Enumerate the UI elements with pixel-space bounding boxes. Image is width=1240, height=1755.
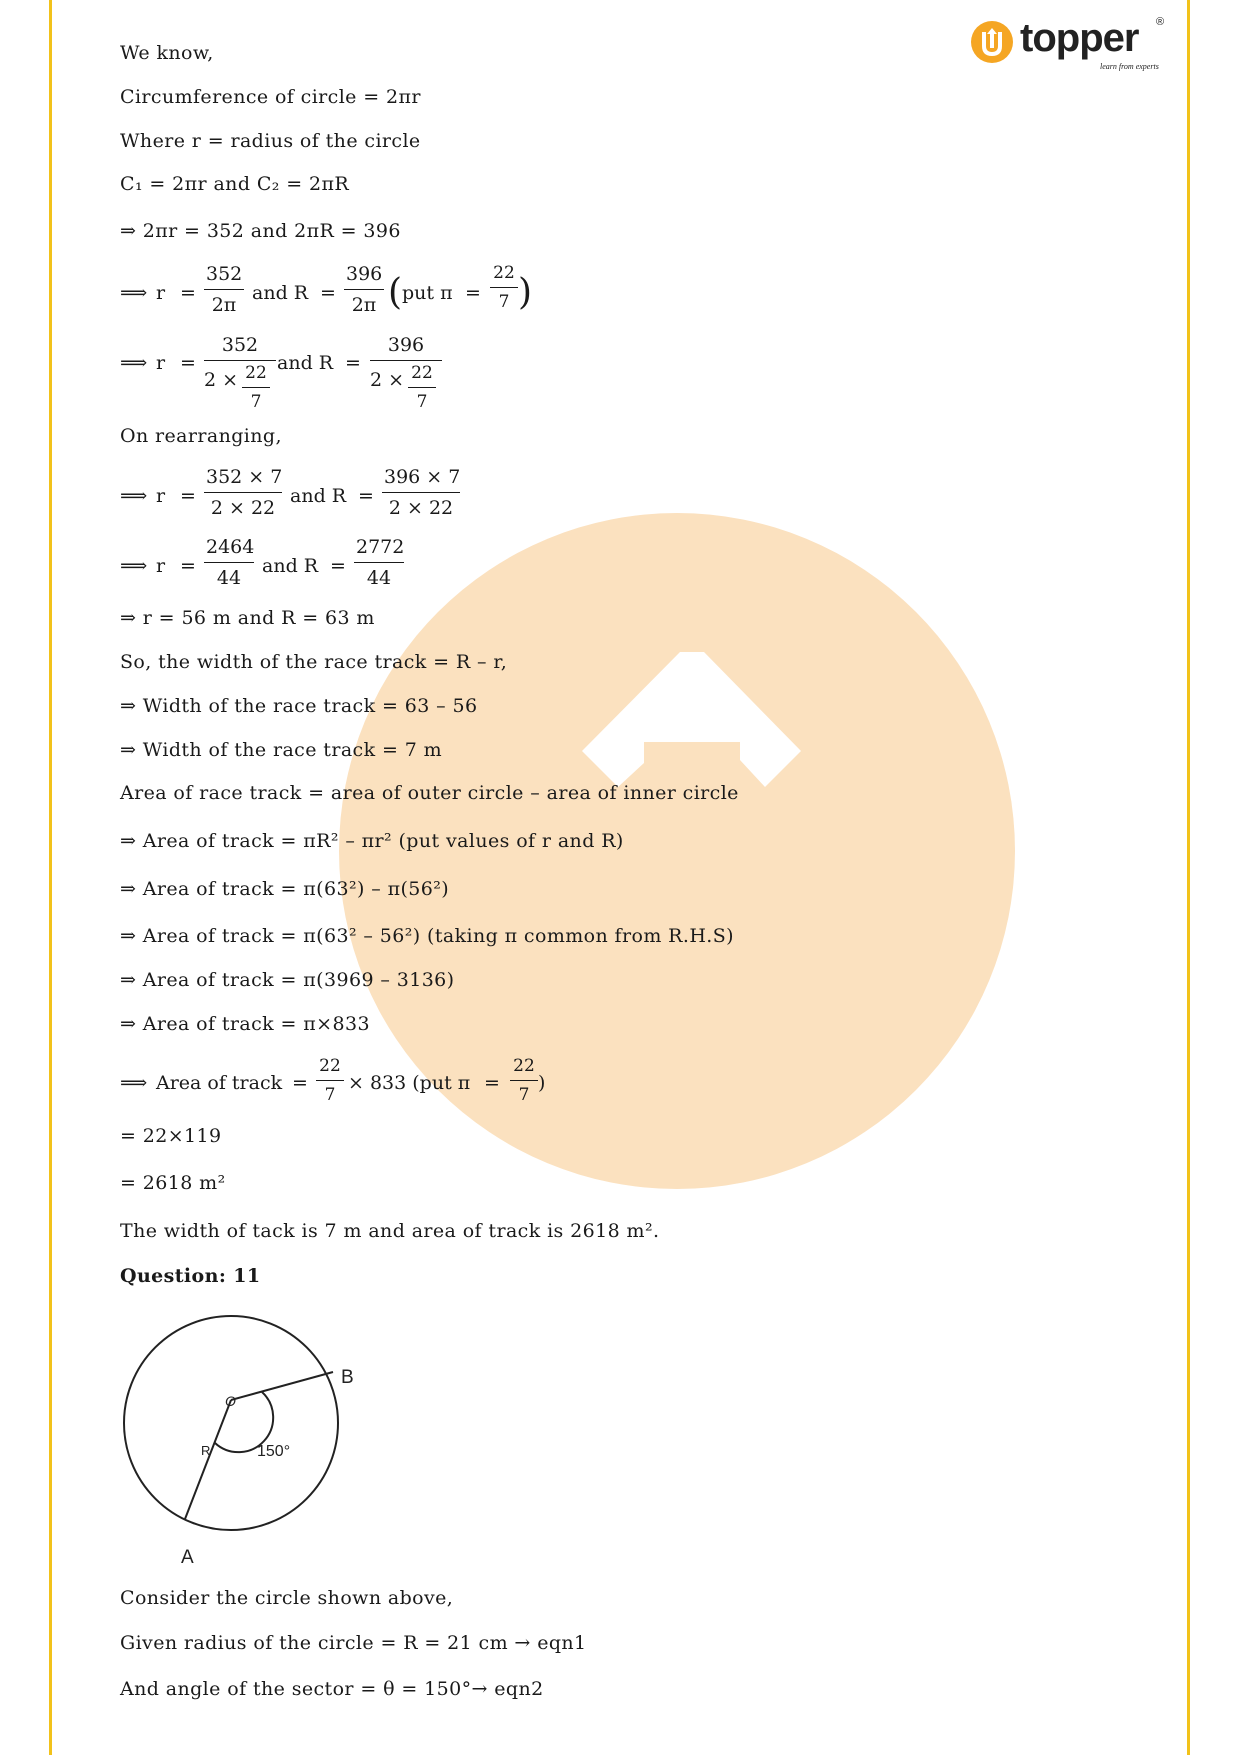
label-B: B (341, 1367, 354, 1388)
implies-arrow: ⟹ (120, 485, 148, 507)
equation-3 (120, 463, 620, 543)
text-line: Where r = radius of the circle (120, 130, 421, 152)
equals-sign: = (320, 282, 336, 304)
fraction: $\frac{2464}{44}$ (206, 536, 255, 589)
nested-fraction: 352 2 × $\frac{22}{7}$ (204, 334, 276, 401)
fraction: $\frac{2772}{44}$ (356, 536, 405, 589)
text-line: ⇒ r = 56 m and R = 63 m (120, 607, 375, 629)
implies-arrow: ⟹ (120, 555, 148, 577)
equals-sign: = (484, 1072, 500, 1094)
text-line: C₁ = 2πr and C₂ = 2πR (120, 173, 350, 195)
label-A: A (181, 1547, 194, 1568)
paren-close: ) (538, 1072, 546, 1094)
text-line: The width of tack is 7 m and area of track is 2618 m². (120, 1220, 660, 1242)
text-line: ⇒ Width of the race track = 7 m (120, 739, 443, 761)
label-R: R (201, 1443, 211, 1458)
implies-arrow: ⟹ (120, 352, 148, 374)
equals-sign: = (330, 555, 346, 577)
and-R: and R (277, 352, 334, 374)
equals-sign: = (180, 282, 196, 304)
label-angle: 150° (257, 1443, 291, 1460)
fraction: $\frac{22}{7}$ (510, 1056, 538, 1105)
text-line: ⇒ Area of track = π×833 (120, 1013, 370, 1035)
text-line: = 22×119 (120, 1125, 222, 1147)
fraction: $\frac{22}{7}$ (316, 1056, 344, 1105)
fraction: $\frac{396}{2\pi}$ (346, 263, 383, 316)
equals-sign: = (465, 282, 481, 304)
equation-5 (120, 1050, 640, 1130)
text-line: ⇒ Area of track = π(63² – 56²) (taking π common from R.H.S) (120, 925, 734, 947)
fraction: $\frac{396 \times 7}{2 \times 22}$ (384, 466, 461, 519)
logo-text: topper (1020, 16, 1139, 60)
equals-sign: = (180, 352, 196, 374)
text-line: So, the width of the race track = R – r, (120, 651, 508, 673)
question-heading: Question: 11 (120, 1265, 261, 1287)
text-line: = 2618 m² (120, 1172, 226, 1194)
text-line: Consider the circle shown above, (120, 1587, 454, 1609)
area-of-track: Area of track (156, 1072, 283, 1094)
paren-open: ( (388, 272, 403, 313)
text-line: ⇒ Width of the race track = 63 – 56 (120, 695, 478, 717)
fraction: $\frac{22}{7}$ (490, 263, 518, 312)
text-line: On rearranging, (120, 425, 282, 447)
radius-OA (185, 1400, 231, 1519)
paren-close: ) (518, 272, 533, 313)
text-line: And angle of the sector = θ = 150°→ eqn2 (120, 1678, 544, 1700)
equals-sign: = (180, 555, 196, 577)
times-833: × 833 (put π (348, 1072, 471, 1094)
equation-1 (120, 260, 620, 340)
var-r: r (156, 485, 166, 507)
equation-2 (120, 330, 620, 410)
fraction: $\frac{352}{2\pi}$ (206, 263, 243, 316)
equals-sign: = (358, 485, 374, 507)
text-line: Circumference of circle = 2πr (120, 86, 421, 108)
var-r: r (156, 282, 166, 304)
equals-sign: = (292, 1072, 308, 1094)
text-line: Area of race track = area of outer circle – area of inner circle (120, 782, 739, 804)
nested-fraction: 396 2 × $\frac{22}{7}$ (370, 334, 442, 401)
text-line: ⇒ Area of track = π(3969 – 3136) (120, 969, 455, 991)
implies-arrow: ⟹ (120, 282, 148, 304)
and-R: and R (252, 282, 309, 304)
topper-logo (970, 16, 1170, 76)
put-pi: put π (402, 282, 453, 304)
fraction: $\frac{352 \times 7}{2 \times 22}$ (206, 466, 283, 519)
registered-mark: ® (1156, 16, 1165, 28)
and-R: and R (262, 555, 319, 577)
var-r: r (156, 555, 166, 577)
and-R: and R (290, 485, 347, 507)
logo-tagline: learn from experts (1100, 62, 1159, 71)
equals-sign: = (345, 352, 361, 374)
text-line: We know, (120, 42, 214, 64)
sector-figure (115, 1305, 375, 1575)
equals-sign: = (180, 485, 196, 507)
text-line: ⇒ 2πr = 352 and 2πR = 396 (120, 220, 401, 242)
var-r: r (156, 352, 166, 374)
radius-OB (231, 1372, 333, 1400)
text-line: Given radius of the circle = R = 21 cm → eqn1 (120, 1632, 587, 1654)
label-O: O (225, 1393, 236, 1409)
equation-4 (120, 533, 620, 613)
text-line: ⇒ Area of track = π(63²) – π(56²) (120, 878, 450, 900)
circle-outline (124, 1316, 338, 1530)
text-line: ⇒ Area of track = πR² – πr² (put values of r and R) (120, 830, 624, 852)
implies-arrow: ⟹ (120, 1072, 148, 1094)
